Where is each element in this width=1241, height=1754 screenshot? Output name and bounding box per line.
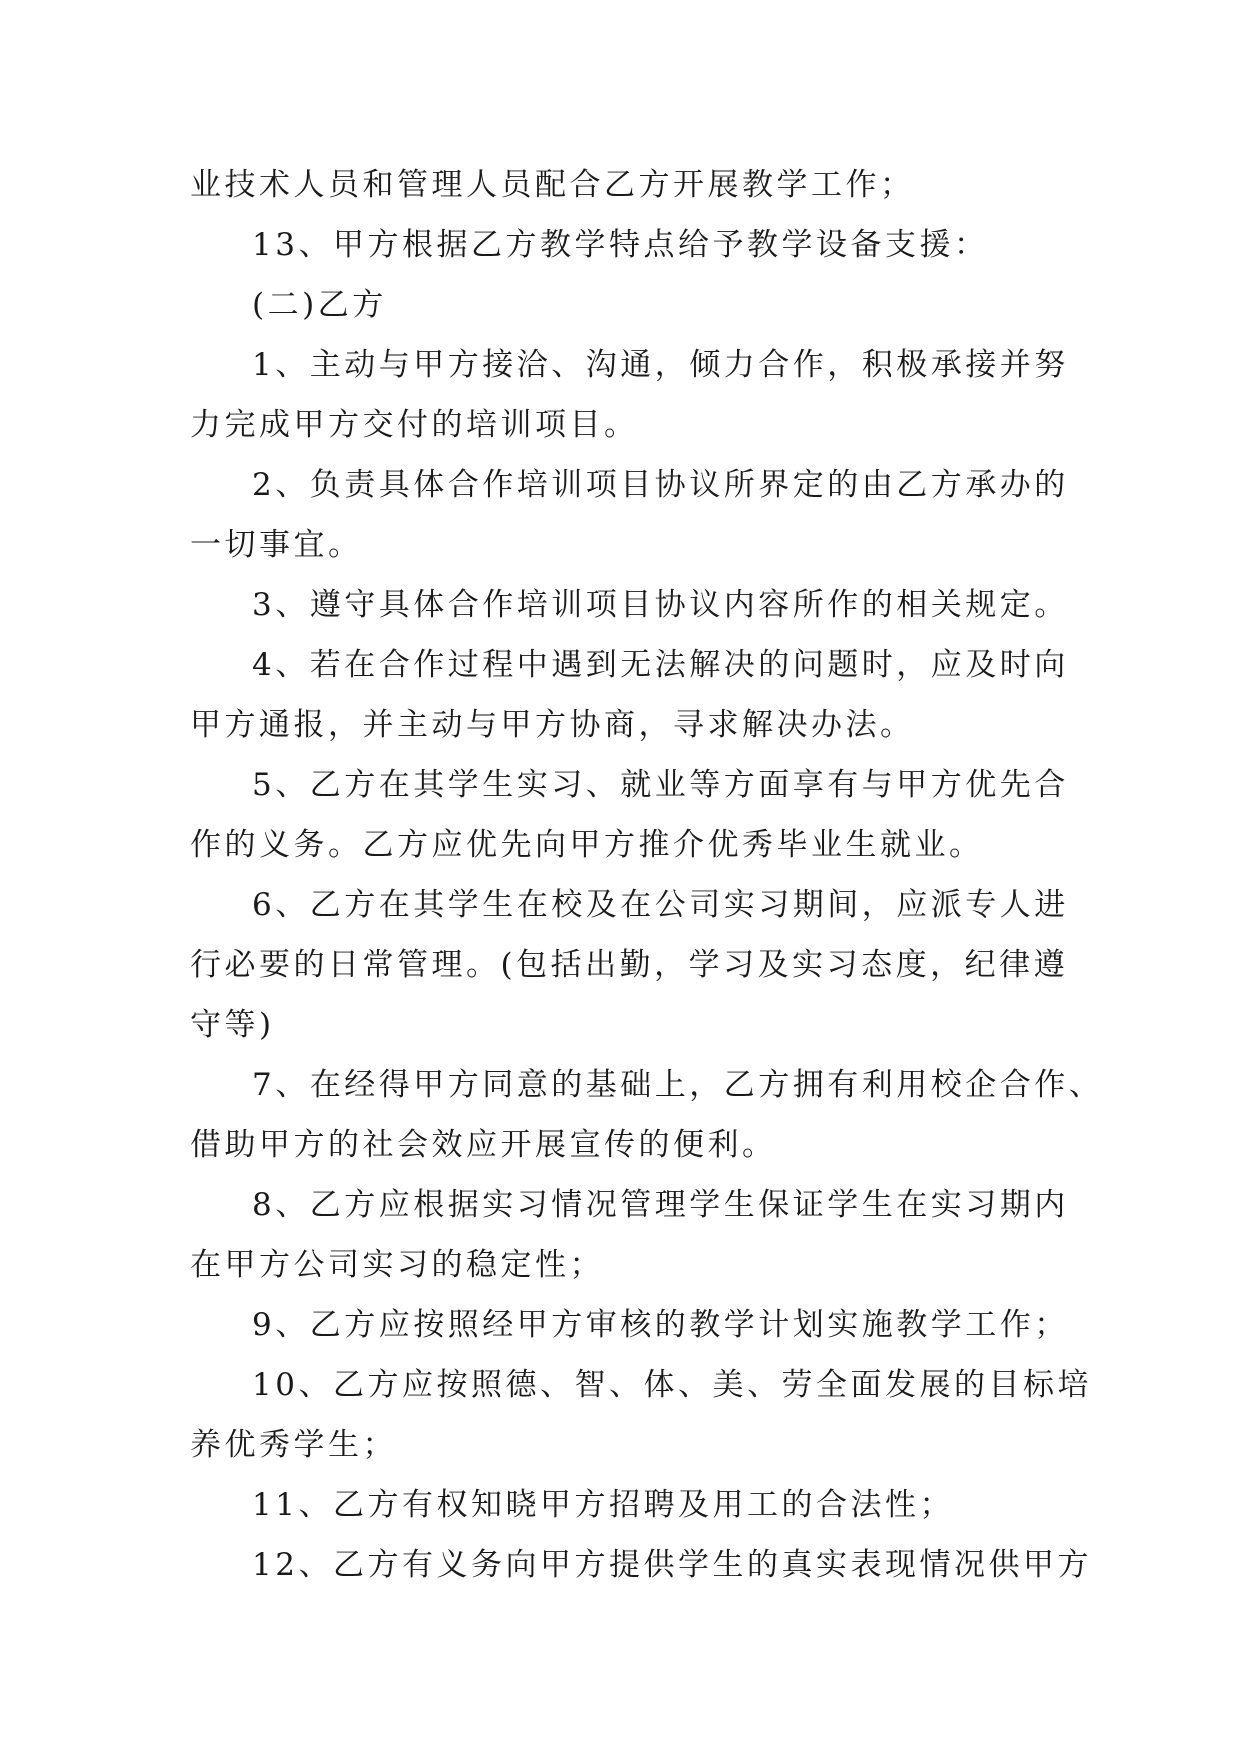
text-line: 12、乙方有义务向甲方提供学生的真实表现情况供甲方 bbox=[252, 1547, 1092, 1583]
text-line: 6、乙方在其学生在校及在公司实习期间，应派专人进 bbox=[252, 887, 1069, 923]
text-line: 11、乙方有权知晓甲方招聘及用工的合法性； bbox=[252, 1487, 954, 1523]
text-line: 7、在经得甲方同意的基础上，乙方拥有利用校企合作、 bbox=[252, 1067, 1104, 1103]
text-line: (二)乙方 bbox=[252, 287, 387, 323]
text-line: 3、遵守具体合作培训项目协议内容所作的相关规定。 bbox=[252, 587, 1069, 623]
text-line: 一切事宜。 bbox=[190, 527, 363, 563]
document-body bbox=[190, 155, 1104, 1595]
text-line: 行必要的日常管理。(包括出勤，学习及实习态度，纪律遵 bbox=[190, 947, 1069, 983]
text-line: 在甲方公司实习的稳定性； bbox=[190, 1247, 604, 1283]
text-line: 8、乙方应根据实习情况管理学生保证学生在实习期内 bbox=[252, 1187, 1069, 1223]
text-line: 1、主动与甲方接洽、沟通，倾力合作，积极承接并努 bbox=[252, 347, 1069, 383]
text-line: 甲方通报，并主动与甲方协商，寻求解决办法。 bbox=[190, 707, 915, 743]
text-line: 守等) bbox=[190, 1007, 275, 1043]
text-line: 10、乙方应按照德、智、体、美、劳全面发展的目标培 bbox=[252, 1367, 1092, 1403]
text-line: 养优秀学生； bbox=[190, 1427, 397, 1463]
text-line: 9、乙方应按照经甲方审核的教学计划实施教学工作； bbox=[252, 1307, 1069, 1343]
text-line: 力完成甲方交付的培训项目。 bbox=[190, 407, 639, 443]
text-line: 5、乙方在其学生实习、就业等方面享有与甲方优先合 bbox=[252, 767, 1069, 803]
text-line: 2、负责具体合作培训项目协议所界定的由乙方承办的 bbox=[252, 467, 1069, 503]
text-line: 业技术人员和管理人员配合乙方开展教学工作； bbox=[190, 167, 915, 203]
text-line: 13、甲方根据乙方教学特点给予教学设备支援： bbox=[252, 227, 989, 263]
text-line: 作的义务。乙方应优先向甲方推介优秀毕业生就业。 bbox=[190, 827, 984, 863]
text-line: 4、若在合作过程中遇到无法解决的问题时，应及时向 bbox=[252, 647, 1069, 683]
text-line: 借助甲方的社会效应开展宣传的便利。 bbox=[190, 1127, 777, 1163]
